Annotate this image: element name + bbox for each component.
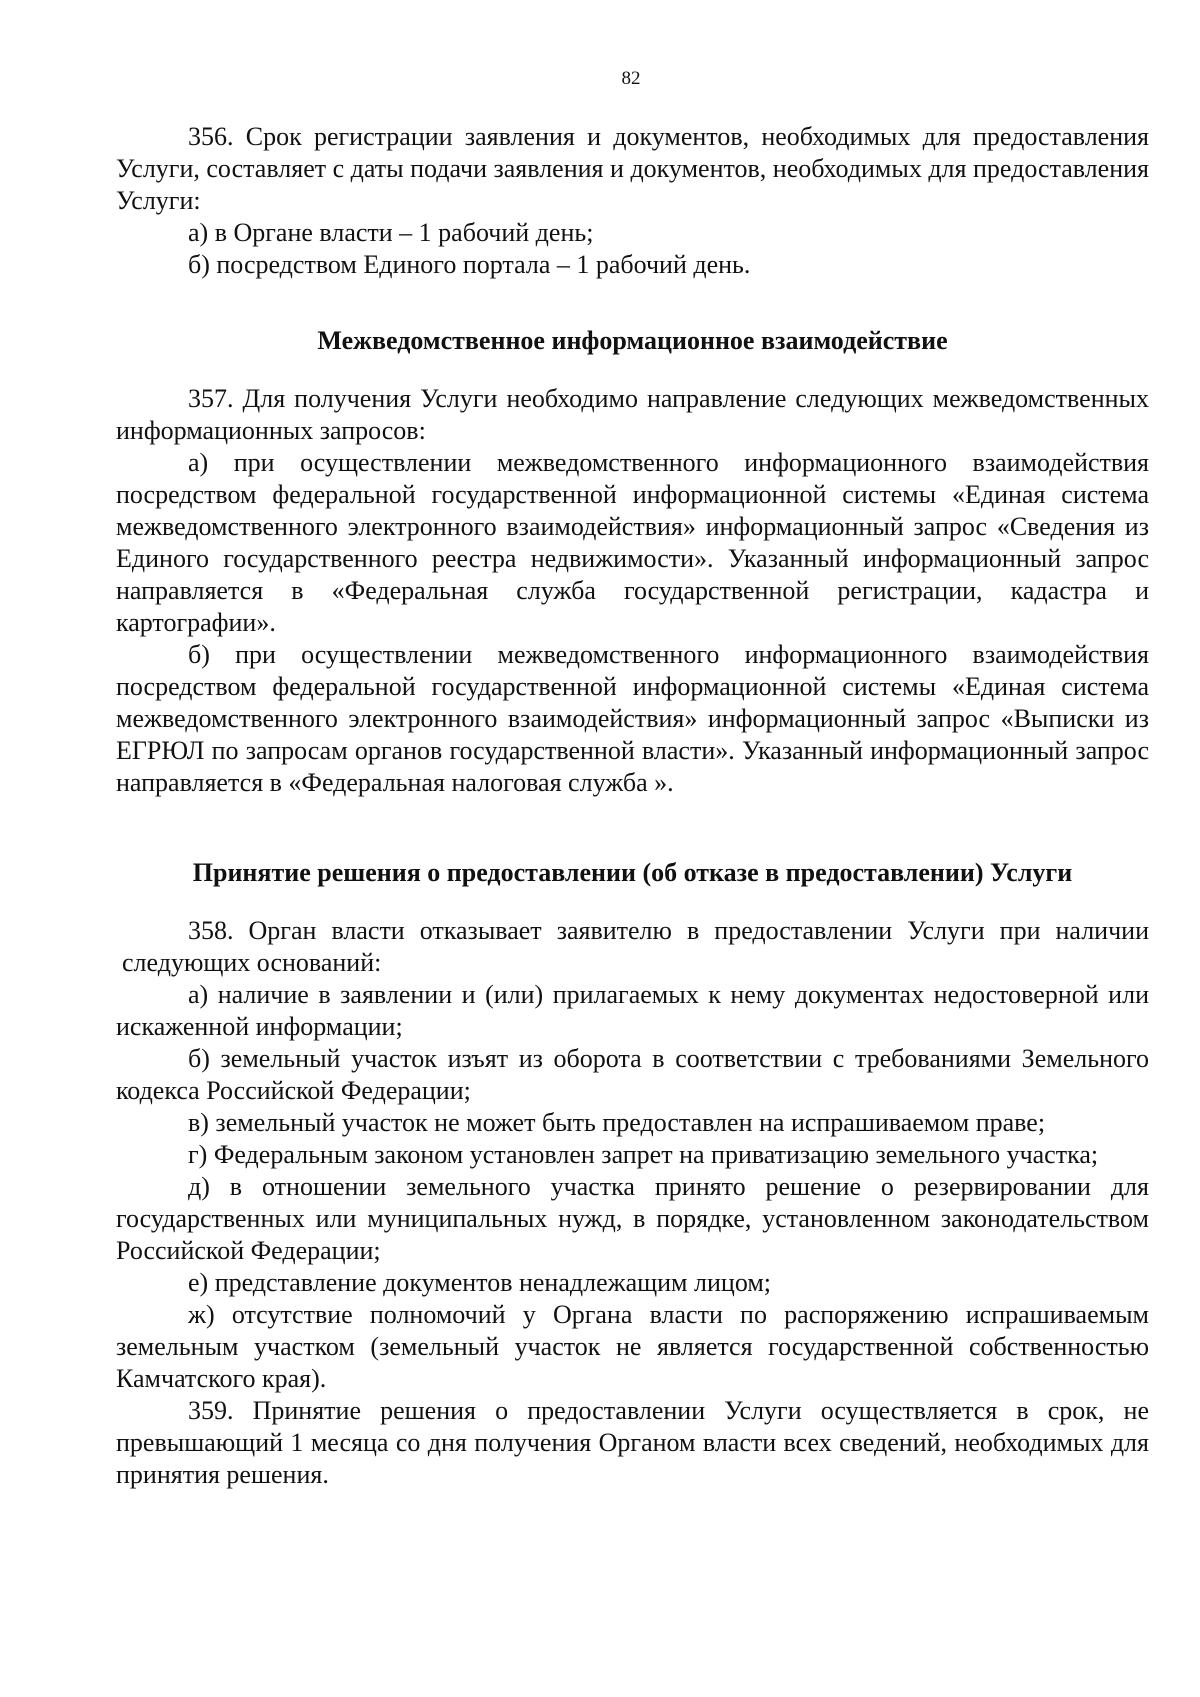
- paragraph-358-c: в) земельный участок не может быть предоставлен на испрашиваемом праве;: [188, 1108, 1046, 1137]
- paragraph-356-b: б) посредством Единого портала – 1 рабочий день.: [188, 250, 751, 279]
- paragraph-358-a: а) наличие в заявлении и (или) прилагаемых к нему документах недостоверной или искаженной информации;: [116, 980, 1149, 1041]
- page-number: 82: [621, 68, 641, 89]
- paragraph-358-g: ж) отсутствие полномочий у Органа власти по распоряжению испрашиваемым земельным участком (земельный участок не является государственной собственностью Камчатского края).: [116, 1300, 1149, 1393]
- paragraph-357-b: б) при осуществлении межведомственного информационного взаимодействия посредством федеральной государственной информационной системы «Единая система межведомственного электронного взаимодействия» информационный запрос «Выписки из ЕГРЮЛ по запросам органов государственной власти». Указанный информационный запрос направляется в «Федеральная налоговая служба ».: [116, 640, 1149, 797]
- paragraph-358: 358. Орган власти отказывает заявителю в предоставлении Услуги при наличии следующих оснований:: [122, 916, 1149, 977]
- spacer: [116, 281, 1149, 325]
- paragraph-358-f: е) представление документов ненадлежащим лицом;: [188, 1268, 771, 1297]
- section-heading-decision: Принятие решения о предоставлении (об отказе в предоставлении) Услуги: [192, 858, 1073, 887]
- spacer: [116, 357, 1149, 383]
- paragraph-358-e: д) в отношении земельного участка принято решение о резервировании для государственных или муниципальных нужд, в порядке, установленном законодательством Российской Федерации;: [116, 1172, 1149, 1265]
- paragraph-357: 357. Для получения Услуги необходимо направление следующих межведомственных информационных запросов:: [116, 384, 1149, 445]
- paragraph-359: 359. Принятие решения о предоставлении Услуги осуществляется в срок, не превышающий 1 месяца со дня получения Органом власти всех сведений, необходимых для принятия решения.: [116, 1396, 1149, 1489]
- paragraph-357-a: а) при осуществлении межведомственного информационного взаимодействия посредством федеральной государственной информационной системы «Единая система межведомственного электронного взаимодействия» информационный запрос «Сведения из Единого государственного реестра недвижимости». Указанный информационный запрос направляется в «Федеральная служба государственной регистрации, кадастра и картографии».: [116, 448, 1149, 637]
- paragraph-358-d: г) Федеральным законом установлен запрет на приватизацию земельного участка;: [188, 1140, 1099, 1169]
- document-body: [116, 121, 1149, 1491]
- paragraph-356-a: а) в Органе власти – 1 рабочий день;: [188, 218, 594, 247]
- spacer: [116, 889, 1149, 915]
- paragraph-358-b: б) земельный участок изъят из оборота в соответствии с требованиями Земельного кодекса Российской Федерации;: [116, 1044, 1149, 1105]
- paragraph-356: 356. Срок регистрации заявления и документов, необходимых для предоставления Услуги, составляет с даты подачи заявления и документов, необходимых для предоставления Услуги:: [116, 122, 1149, 215]
- section-heading-interagency: Межведомственное информационное взаимодействие: [317, 326, 948, 355]
- spacer: [116, 799, 1149, 857]
